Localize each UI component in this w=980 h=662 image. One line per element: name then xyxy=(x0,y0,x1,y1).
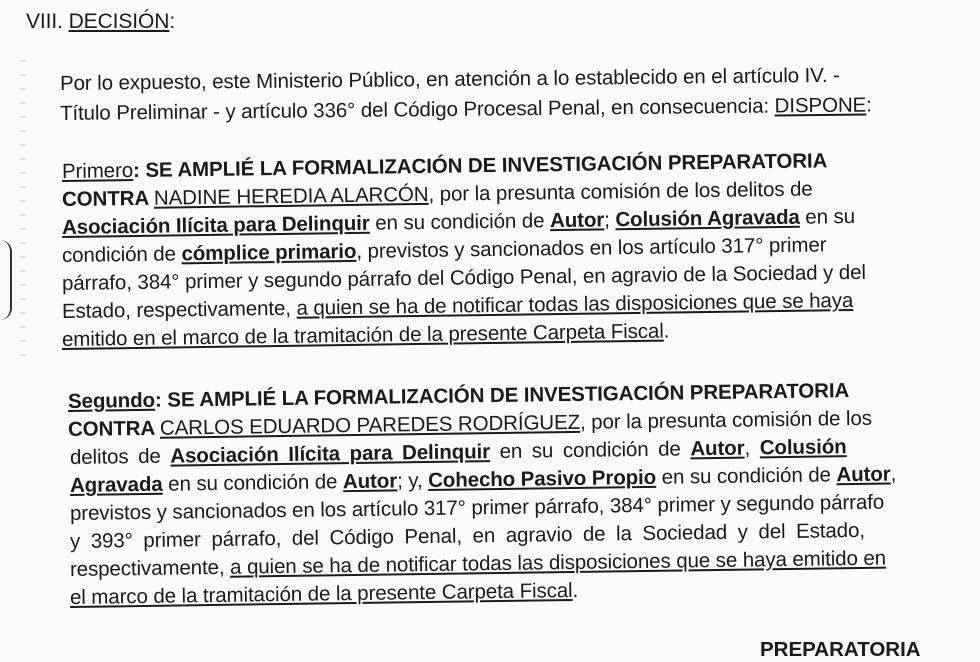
intro-line-1: Por lo expuesto, este Ministerio Público, en atención a lo establecido en el artículo IV. - xyxy=(59,63,840,95)
primero-line-4: condición de cómplice primario, previstos y sancionados en los artículo 317° primer xyxy=(61,233,827,267)
segundo-line-1: Segundo: SE AMPLIÉ LA FORMALIZACIÓN DE INVESTIGACIÓN PREPARATORIA xyxy=(67,379,850,413)
intro-line-2: Título Preliminar - y artículo 336° del Código Procesal Penal, en consecuencia: DISPONE: xyxy=(59,93,872,125)
primero-line-7: emitido en el marco de la tramitación de la presente Carpeta Fiscal. xyxy=(61,319,670,351)
segundo-line-3: delitos de Asociación Ilícita para Delinquir en su condición de Autor, Colusión xyxy=(69,435,847,469)
segundo-line-7: respectivamente, a quien se ha de notificar todas las disposiciones que se haya emitido en xyxy=(69,546,887,581)
section-number: VIII. xyxy=(26,10,63,33)
primero-line-6: Estado, respectivamente, a quien se ha de notificar todas las disposiciones que se haya xyxy=(61,288,854,323)
defendant-name-2: CARLOS EDUARDO PAREDES RODRÍGUEZ xyxy=(159,410,581,440)
primero-line-2: CONTRA NADINE HEREDIA ALARCÓN, por la presunta comisión de los delitos de xyxy=(61,177,813,211)
margin-bracket-mark xyxy=(0,240,12,320)
dispone-text: DISPONE xyxy=(774,93,867,118)
segundo-line-2: CONTRA CARLOS EDUARDO PAREDES RODRÍGUEZ, por la presunta comisión de los xyxy=(67,406,872,441)
segundo-line-5: previstos y sancionados en los artículo 317° primer párrafo, 384° primer y segundo párrafo xyxy=(69,490,885,525)
margin-dots xyxy=(20,60,26,360)
primero-line-5: párrafo, 384° primer y segundo párrafo del Código Penal, en agravio de la Sociedad y del xyxy=(61,260,867,295)
section-title: DECISIÓN xyxy=(68,10,170,33)
primero-line-3: Asociación Ilícita para Delinquir en su condición de Autor; Colusión Agravada en su xyxy=(61,204,856,239)
segundo-line-6: y 393° primer párrafo, del Código Penal, en agravio de la Sociedad y del Estado, xyxy=(69,518,866,553)
segundo-line-8: el marco de la tramitación de la presente Carpeta Fiscal. xyxy=(69,578,579,609)
section-heading: VIII. DECISIÓN: xyxy=(26,10,176,33)
segundo-line-4: Agravada en su condición de Autor; y, Cohecho Pasivo Propio en su condición de Autor, xyxy=(69,462,897,497)
defendant-name-1: NADINE HEREDIA ALARCÓN xyxy=(153,182,429,210)
primero-line-1: Primero: SE AMPLIÉ LA FORMALIZACIÓN DE INVESTIGACIÓN PREPARATORIA xyxy=(61,149,828,183)
primero-label: Primero xyxy=(61,159,134,183)
segundo-label: Segundo xyxy=(67,388,156,413)
cut-off-line: PREPARATORIA xyxy=(760,638,921,661)
